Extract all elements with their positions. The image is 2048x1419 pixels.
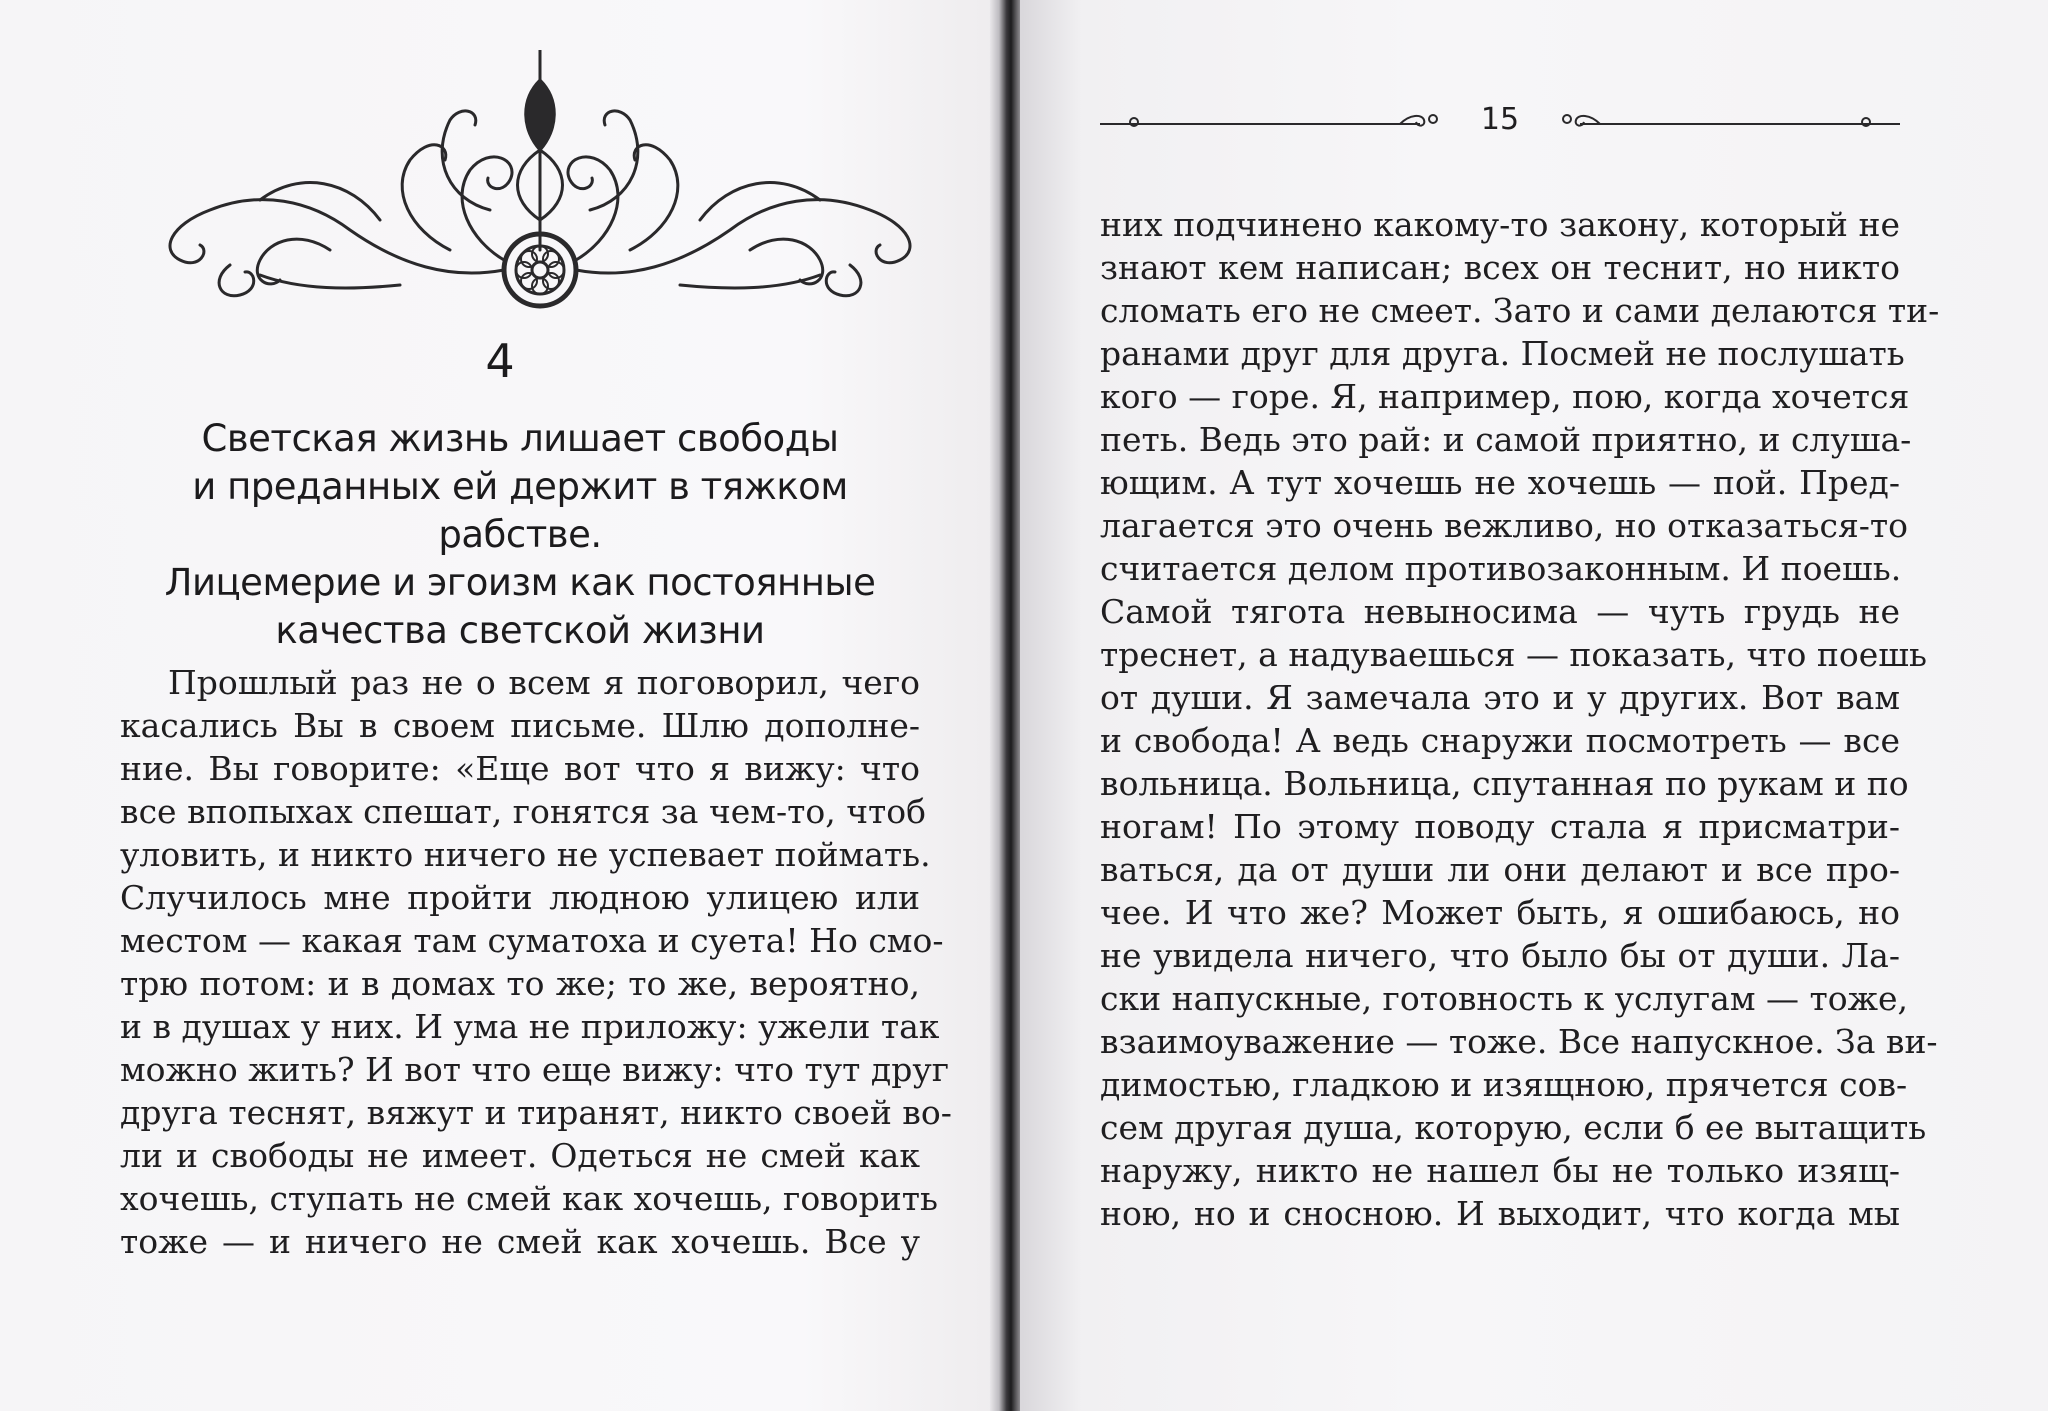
text-line: касались Вы в своем письме. Шлю дополне- (120, 706, 920, 745)
text-line: не увидела ничего, что было бы от души. Ла- (1100, 936, 1900, 975)
text-line: и свобода! А ведь снаружи посмотреть — все (1100, 721, 1900, 760)
header-rule-left (1100, 110, 1440, 130)
text-line: сломать его не смеет. Зато и сами делаются ти- (1100, 291, 1940, 330)
chapter-title-line: Светская жизнь лишает свободы (201, 417, 839, 460)
chapter-number: 4 (485, 334, 515, 388)
text-line: знают кем написан; всех он теснит, но никто (1100, 248, 1900, 287)
text-line: местом — какая там суматоха и суета! Но смо- (120, 921, 944, 960)
text-line: хочешь, ступать не смей как хочешь, говорить (120, 1179, 938, 1218)
chapter-title-line: Лицемерие и эгоизм как постоянные (164, 561, 876, 604)
text-line: вольница. Вольница, спутанная по рукам и по (1100, 764, 1909, 803)
chapter-title-line: и преданных ей держит в тяжком рабстве. (192, 465, 848, 556)
chapter-ornament (150, 50, 930, 340)
text-line: можно жить? И вот что еще вижу: что тут друг (120, 1050, 950, 1089)
text-line: от души. Я замечала это и у других. Вот вам (1100, 678, 1900, 717)
text-line: сем другая душа, которую, если б ее вытащить (1100, 1108, 1927, 1147)
text-line: ранами друг для друга. Посмей не послушать (1100, 334, 1905, 373)
text-line: ною, но и сносною. И выходит, что когда мы (1100, 1194, 1900, 1233)
text-line: уловить, и никто ничего не успевает поймать. (120, 835, 931, 874)
text-line: все впопыхах спешат, гонятся за чем-то, чтоб (120, 792, 927, 831)
text-line: Случилось мне пройти людною улицею или (120, 878, 920, 917)
text-line: треснет, а надуваешься — показать, что поешь (1100, 635, 1927, 674)
text-line: ли и свободы не имеет. Одеться не смей как (120, 1136, 920, 1175)
chapter-title-line: качества светской жизни (275, 609, 765, 652)
text-line: чее. И что же? Может быть, я ошибаюсь, но (1100, 893, 1900, 932)
text-line: лагается это очень вежливо, но отказаться-то (1100, 506, 1909, 545)
text-line: ски напускные, готовность к услугам — тоже, (1100, 979, 1908, 1018)
text-line: тоже — и ничего не смей как хочешь. Все у (120, 1222, 920, 1261)
page-bottom-edge (0, 1411, 2048, 1419)
text-line: и в душах у них. И ума не приложу: ужели так (120, 1007, 940, 1046)
text-line: Самой тягота невыносима — чуть грудь не (1100, 592, 1900, 631)
text-line: трю потом: и в домах то же; то же, вероятно, (120, 964, 920, 1003)
text-line: ваться, да от души ли они делают и все про- (1100, 850, 1900, 889)
text-line: димостью, гладкою и изящною, прячется сов- (1100, 1065, 1908, 1104)
text-line: друга теснят, вяжут и тиранят, никто своей во- (120, 1093, 952, 1132)
text-line: ющим. А тут хочешь не хочешь — пой. Пред- (1100, 463, 1900, 502)
text-line: взаимоуважение — тоже. Все напускное. За ви- (1100, 1022, 1938, 1061)
header-rule-right (1560, 110, 1900, 130)
text-line: ние. Вы говорите: «Еще вот что я вижу: что (120, 749, 920, 788)
text-line: них подчинено какому-то закону, который не (1100, 205, 1900, 244)
text-line: петь. Ведь это рай: и самой приятно, и слуша- (1100, 420, 1912, 459)
text-line: Прошлый раз не о всем я поговорил, чего (168, 663, 920, 702)
book-gutter (990, 0, 1020, 1419)
chapter-title (120, 415, 920, 655)
text-line: считается делом противозаконным. И поешь. (1100, 549, 1902, 588)
text-line: кого — горе. Я, например, пою, когда хочется (1100, 377, 1910, 416)
text-line: ногам! По этому поводу стала я присматри- (1100, 807, 1900, 846)
page-number: 15 (1480, 102, 1520, 137)
text-line: наружу, никто не нашел бы не только изящ- (1100, 1151, 1900, 1190)
